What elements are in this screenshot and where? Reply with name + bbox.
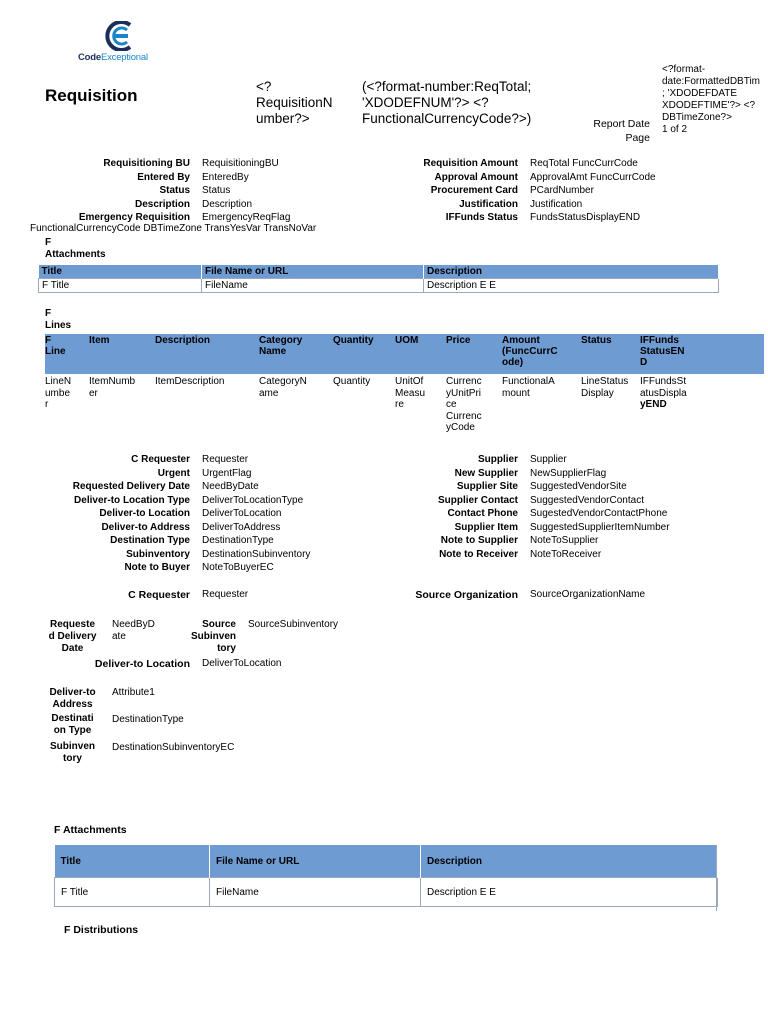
subinventory-label: Subinven tory (49, 741, 95, 764)
deliver-to-address-label: Deliver-to Address (49, 687, 96, 710)
destination-type-value: DestinationType (112, 714, 184, 725)
table-cell: IFFundsSt atusDispla yEND (640, 376, 687, 410)
column-header: Description (424, 265, 719, 279)
table-row (55, 878, 718, 907)
attachments-heading: F Attachments (45, 237, 106, 260)
page-title: Requisition (45, 86, 138, 105)
table-cell: ItemDescription (155, 376, 225, 387)
table-cell: F Title (55, 878, 210, 907)
summary-footer-line: FunctionalCurrencyCode DBTimeZone TransYesVar TransNoVar (30, 223, 317, 234)
column-header: Title (55, 845, 210, 878)
table-cell: LineN umbe r (45, 376, 72, 410)
company-logo-text: CodeExceptional (78, 52, 148, 63)
report-meta-labels: Report Date Page (593, 118, 650, 144)
table-cell: Description E E (421, 878, 718, 907)
table-header-row (55, 845, 718, 878)
column-header: Item (89, 335, 110, 346)
requester-value-2: Requester (202, 589, 249, 600)
table-cell: UnitOf Measu re (395, 376, 426, 410)
column-header: Description (421, 845, 718, 878)
table-cell: LineStatus Display (581, 376, 629, 399)
requested-delivery-date-label: Requeste d Delivery Date (48, 619, 97, 654)
column-header: F Line (45, 335, 66, 357)
column-header: Amount (FuncCurrC ode) (502, 335, 558, 368)
table-row (39, 279, 719, 293)
table-cell: FunctionalA mount (502, 376, 555, 399)
column-header: Description (155, 335, 211, 346)
column-header: Status (581, 335, 612, 346)
table-cell: CategoryN ame (259, 376, 307, 399)
source-subinventory-label: Source Subinven tory (190, 619, 236, 654)
page-number: 1 of 2 (662, 124, 688, 135)
table-divider (716, 845, 717, 911)
deliver-to-location-value: DeliverToLocation (202, 658, 282, 669)
lines-heading: F Lines (45, 308, 72, 331)
report-date-value: <?format- date:FormattedDBTim ; 'XDODEFDATE XDODEFTIME'?> <? DBTimeZone?> 1 of 2 (662, 64, 768, 136)
source-org-value: SourceOrganizationName (530, 589, 646, 600)
column-header: File Name or URL (202, 265, 424, 279)
requested-delivery-date-value: NeedByD ate (112, 619, 155, 642)
column-header: IFFunds StatusEN D (640, 335, 685, 368)
destination-type-label: Destinati on Type (51, 713, 94, 736)
table-cell: Description E E (424, 279, 719, 293)
attachments-table (38, 265, 719, 293)
requisition-total: (<?format-number:ReqTotal; 'XDODEFNUM'?> <? FunctionalCurrencyCode?>) (362, 79, 532, 126)
deliver-to-address-value: Attribute1 (112, 687, 155, 698)
requisition-number: <? RequisitionN umber?> (256, 79, 333, 126)
deliver-to-location-label: Deliver-to Location (94, 658, 190, 670)
table-cell: FileName (202, 279, 424, 293)
table-cell: FileName (210, 878, 421, 907)
source-org-label: Source Organization (415, 589, 518, 601)
table-cell: Currenc yUnitPri ce Currenc yCode (446, 376, 482, 433)
requester-label-2: C Requester (128, 589, 190, 601)
bottom-attachments-table (54, 845, 718, 907)
table-header-row (39, 265, 719, 279)
bottom-attachments-heading: F Attachments (54, 824, 127, 836)
column-header: Price (446, 335, 471, 346)
column-header: Quantity (333, 335, 374, 346)
distributions-heading: F Distributions (64, 924, 139, 936)
subinventory-value: DestinationSubinventoryEC (112, 742, 235, 753)
column-header: File Name or URL (210, 845, 421, 878)
table-cell: Quantity (333, 376, 371, 387)
table-cell: F Title (39, 279, 202, 293)
column-header: UOM (395, 335, 419, 346)
source-subinventory-value: SourceSubinventory (248, 619, 339, 630)
column-header: Category Name (259, 335, 303, 357)
table-cell: ItemNumb er (89, 376, 136, 399)
company-logo-icon (100, 21, 136, 51)
column-header: Title (39, 265, 202, 279)
